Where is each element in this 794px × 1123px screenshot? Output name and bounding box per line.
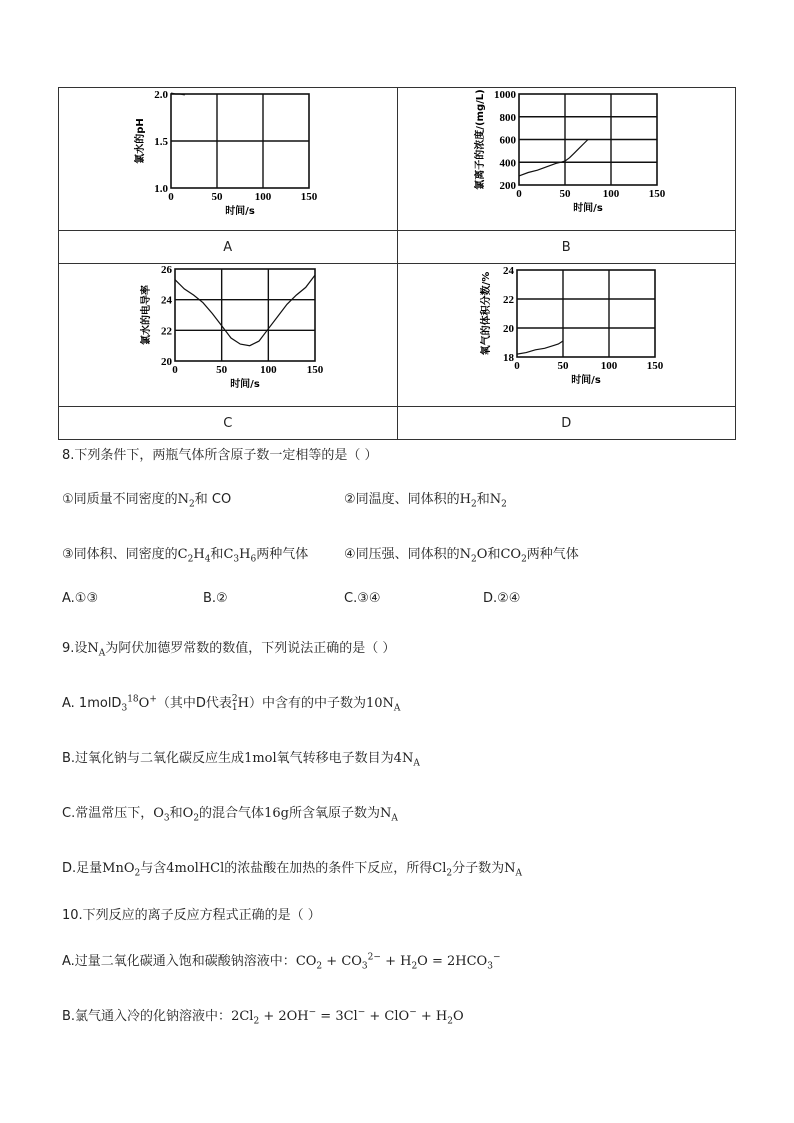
q9-b1: B.过氧化钠与二氧化碳反应生成 bbox=[62, 751, 245, 766]
y-tick-label: 22 bbox=[160, 325, 172, 338]
y-axis-label: 氯水的pH bbox=[134, 118, 146, 164]
formula-o2: $O_2$ bbox=[182, 806, 200, 824]
x-tick-label: 150 bbox=[649, 188, 666, 200]
chart-d bbox=[401, 264, 731, 406]
q10-option-b bbox=[62, 1005, 464, 1027]
q9-c1: C.常温常压下， bbox=[62, 806, 154, 821]
x-axis-label: 时间/s bbox=[571, 375, 602, 386]
q8-o1-and: 和 bbox=[194, 492, 208, 507]
q8-answer-a: A.①③ bbox=[62, 591, 99, 606]
q8-o4-text: ④同压强、同体积的 bbox=[344, 547, 460, 562]
q8-answer-b: B.② bbox=[203, 591, 228, 606]
formula-co2: $CO_2$ bbox=[500, 547, 527, 565]
series-line bbox=[519, 140, 588, 176]
y-tick-label: 800 bbox=[499, 111, 517, 124]
q8-answer-c: C.③④ bbox=[344, 591, 381, 606]
y-tick-label: 18 bbox=[503, 352, 515, 364]
y-axis-label: 氯离子的浓度/(mg/L) bbox=[475, 89, 487, 190]
label-c: C bbox=[59, 407, 398, 440]
q10-a-text: A.过量二氧化碳通入饱和碳酸钠溶液中： bbox=[62, 954, 296, 969]
q9-d1: D.足量 bbox=[62, 861, 103, 876]
x-axis-label: 时间/s bbox=[573, 203, 604, 214]
q9-d4: 的浓盐酸在加热的条件下反应，所得 bbox=[224, 861, 433, 876]
series-line bbox=[517, 341, 563, 354]
q8-option-1 bbox=[62, 488, 231, 510]
q9-option-a bbox=[62, 692, 400, 714]
x-tick-label: 150 bbox=[647, 360, 664, 372]
y-tick-label: 400 bbox=[499, 157, 517, 170]
x-axis-label: 时间/s bbox=[229, 379, 260, 390]
series-line bbox=[175, 275, 315, 346]
equation-b: $2Cl_2 + 2OH^- = 3Cl^- + ClO^- + H_2O$ bbox=[231, 1007, 464, 1027]
y-tick-label: 600 bbox=[499, 134, 517, 147]
q9-b3: 氧气转移电子数目为 bbox=[276, 751, 394, 766]
q10-option-a bbox=[62, 950, 500, 972]
y-tick-label: 1.5 bbox=[154, 136, 168, 148]
q9-b2: 1mol bbox=[244, 751, 277, 766]
q9-c5: 所含氧原子数为 bbox=[288, 806, 380, 821]
y-tick-label: 1.0 bbox=[154, 183, 168, 195]
y-tick-label: 20 bbox=[503, 323, 515, 335]
label-b: B bbox=[397, 231, 736, 264]
y-tick-label: 26 bbox=[160, 264, 172, 276]
formula-n2b: $N_2$ bbox=[489, 492, 507, 510]
q8-option-2 bbox=[344, 488, 507, 510]
formula-n2o: $N_2O$ bbox=[459, 547, 488, 565]
x-tick-label: 0 bbox=[168, 191, 174, 203]
q9-a3: ）中含有的中子数为 bbox=[248, 696, 366, 711]
x-tick-label: 0 bbox=[514, 360, 520, 372]
formula-4na: $4N_A$ bbox=[393, 751, 420, 769]
y-tick-label: 22 bbox=[503, 294, 515, 306]
q9-option-c bbox=[62, 802, 398, 824]
q9-d3: 4molHCl bbox=[166, 861, 225, 876]
y-tick-label: 200 bbox=[499, 180, 517, 192]
x-axis-label: 时间/s bbox=[224, 206, 255, 217]
equation-a: $CO_2 + CO_3^{2-} + H_2O = 2HCO_3^-$ bbox=[295, 952, 501, 972]
y-tick-label: 20 bbox=[160, 356, 172, 368]
formula-cl2: $Cl_2$ bbox=[432, 861, 453, 879]
q10-b-text: B.氯气通入冷的化钠溶液中： bbox=[62, 1009, 232, 1024]
x-tick-label: 100 bbox=[601, 360, 618, 372]
x-tick-label: 50 bbox=[559, 188, 571, 200]
formula-n2: $N_2$ bbox=[177, 492, 195, 510]
q9-c2: 和 bbox=[169, 806, 183, 821]
label-a: A bbox=[59, 231, 398, 264]
q8-answer-d: D.②④ bbox=[483, 591, 521, 606]
q8-o1-text: ①同质量不同密度的 bbox=[62, 492, 178, 507]
y-tick-label: 2.0 bbox=[154, 89, 168, 101]
q9-c3: 的混合气体 bbox=[199, 806, 265, 821]
q9-stem bbox=[62, 637, 395, 659]
y-tick-label: 1000 bbox=[494, 89, 517, 101]
formula-c2h4: $C_2H_4$ bbox=[177, 547, 211, 565]
y-axis-label: 氯水的电导率 bbox=[140, 285, 152, 345]
q10-stem: 10.下列反应的离子反应方程式正确的是（ ） bbox=[62, 908, 321, 923]
q8-o4-and: 和 bbox=[487, 547, 501, 562]
q8-o4-tail: 两种气体 bbox=[526, 547, 579, 562]
q9-option-d bbox=[62, 857, 522, 879]
y-axis-label: 氧气的体积分数/% bbox=[481, 271, 493, 356]
formula-h2: $H_2$ bbox=[459, 492, 477, 510]
q9-d5: 分子数为 bbox=[452, 861, 505, 876]
x-tick-label: 0 bbox=[516, 188, 522, 200]
plot-frame bbox=[175, 269, 315, 361]
x-tick-label: 150 bbox=[306, 364, 323, 376]
formula-2h: 2 1 H bbox=[231, 693, 249, 713]
q8-o2-text: ②同温度、同体积的 bbox=[344, 492, 460, 507]
formula-na2: $N_A$ bbox=[379, 806, 398, 824]
x-tick-label: 100 bbox=[259, 364, 277, 376]
x-tick-label: 50 bbox=[557, 360, 569, 372]
q8-o3-text: ③同体积、同密度的 bbox=[62, 547, 178, 562]
formula-na: $N_A$ bbox=[87, 641, 106, 659]
formula-na3: $N_A$ bbox=[504, 861, 523, 879]
label-d: D bbox=[397, 407, 736, 440]
q9-a1: A. 1molD bbox=[62, 696, 122, 711]
q9-c4: 16g bbox=[264, 806, 289, 821]
q8-o3-and: 和 bbox=[210, 547, 224, 562]
q9-s1: 9.设 bbox=[62, 641, 88, 656]
formula-o3: $O_3$ bbox=[153, 806, 170, 824]
q9-d2: 与含 bbox=[140, 861, 167, 876]
chart-table bbox=[58, 87, 736, 440]
formula-c3h6: $C_3H_6$ bbox=[223, 547, 257, 565]
chart-b bbox=[401, 88, 731, 230]
x-tick-label: 100 bbox=[254, 191, 271, 203]
x-tick-label: 50 bbox=[211, 191, 223, 203]
q8-o3-tail: 两种气体 bbox=[256, 547, 309, 562]
plot-frame bbox=[517, 270, 655, 357]
chart-c bbox=[63, 264, 393, 406]
x-tick-label: 0 bbox=[172, 364, 178, 376]
x-tick-label: 50 bbox=[215, 364, 227, 376]
x-tick-label: 150 bbox=[300, 191, 317, 203]
formula-10na: $10N_A$ bbox=[365, 696, 401, 714]
q9-a2: （其中D代表 bbox=[156, 696, 232, 711]
q9-option-b bbox=[62, 747, 420, 769]
x-tick-label: 100 bbox=[603, 188, 620, 200]
y-tick-label: 24 bbox=[503, 265, 515, 277]
q9-s2: 为阿伏加德罗常数的数值，下列说法正确的是（ ） bbox=[105, 641, 396, 656]
chart-a bbox=[63, 88, 393, 230]
q8-o2-and: 和 bbox=[476, 492, 490, 507]
q8-o1-co: CO bbox=[211, 492, 232, 507]
formula-mno2: MnO$_2$ bbox=[102, 861, 141, 879]
q8-option-4 bbox=[344, 543, 579, 565]
q8-option-3 bbox=[62, 543, 308, 565]
q8-stem: 8.下列条件下，两瓶气体所含原子数一定相等的是（ ） bbox=[62, 448, 378, 463]
y-tick-label: 24 bbox=[160, 294, 172, 307]
formula-d3o: $_3^{18}$O+ bbox=[121, 694, 157, 714]
